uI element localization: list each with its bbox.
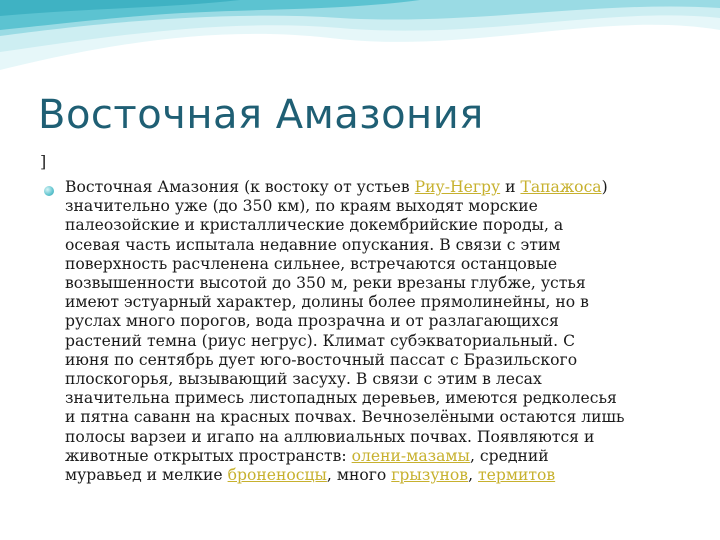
text-line: Восточная Амазония (к востоку от устьев Риу-Негру и Тапажоса)	[65, 178, 608, 196]
text-line: поверхность расчленена сильнее, встречаются останцовые	[65, 254, 558, 273]
text-line: июня по сентябрь дует юго-восточный пассат с Бразильского	[65, 350, 578, 369]
inline-link[interactable]: термитов	[478, 466, 556, 485]
text-line: и пятна саванн на красных почвах. Вечнозелёными остаются лишь	[65, 408, 625, 427]
inline-link[interactable]: олени-мазамы	[351, 446, 470, 465]
text-line: растений темна (риус негрус). Климат субэкваториальный. С	[65, 331, 575, 350]
text-line: осевая часть испытала недавние опускания. В связи с этим	[65, 235, 561, 254]
header-wave-decoration	[0, 0, 720, 90]
bracket-marker: ]	[40, 152, 47, 171]
text-line: возвышенности высотой до 350 м, реки врезаны глубже, устья	[65, 274, 586, 293]
inline-link[interactable]: грызунов	[391, 466, 469, 485]
text-line: значительна примесь листопадных деревьев, имеются редколесья	[65, 389, 617, 408]
text-line: муравьед и мелкие броненосцы, много грызунов, термитов	[65, 466, 556, 485]
text-line: палеозойские и кристаллические докембрийские породы, а	[65, 216, 564, 235]
text-line: плоскогорья, вызывающий засуху. В связи с этим в лесах	[65, 370, 542, 389]
text-line: имеют эстуарный характер, долины более прямолинейны, но в	[65, 293, 589, 312]
text-line: значительно уже (до 350 км), по краям выходят морские	[65, 197, 538, 216]
bullet-icon	[44, 186, 54, 196]
body-paragraph	[65, 178, 705, 485]
text-line: руслах много порогов, вода прозрачна и от разлагающихся	[65, 312, 559, 331]
slide-title: Восточная Амазония	[38, 92, 484, 138]
inline-link[interactable]: броненосцы	[227, 466, 327, 485]
text-line: полосы варзеи и игапо на аллювиальных почвах. Появляются и	[65, 427, 595, 446]
inline-link[interactable]: Риу-Негру	[414, 178, 501, 196]
text-line: животные открытых пространств: олени-мазамы, средний	[65, 446, 549, 465]
inline-link[interactable]: Тапажоса	[520, 178, 602, 196]
